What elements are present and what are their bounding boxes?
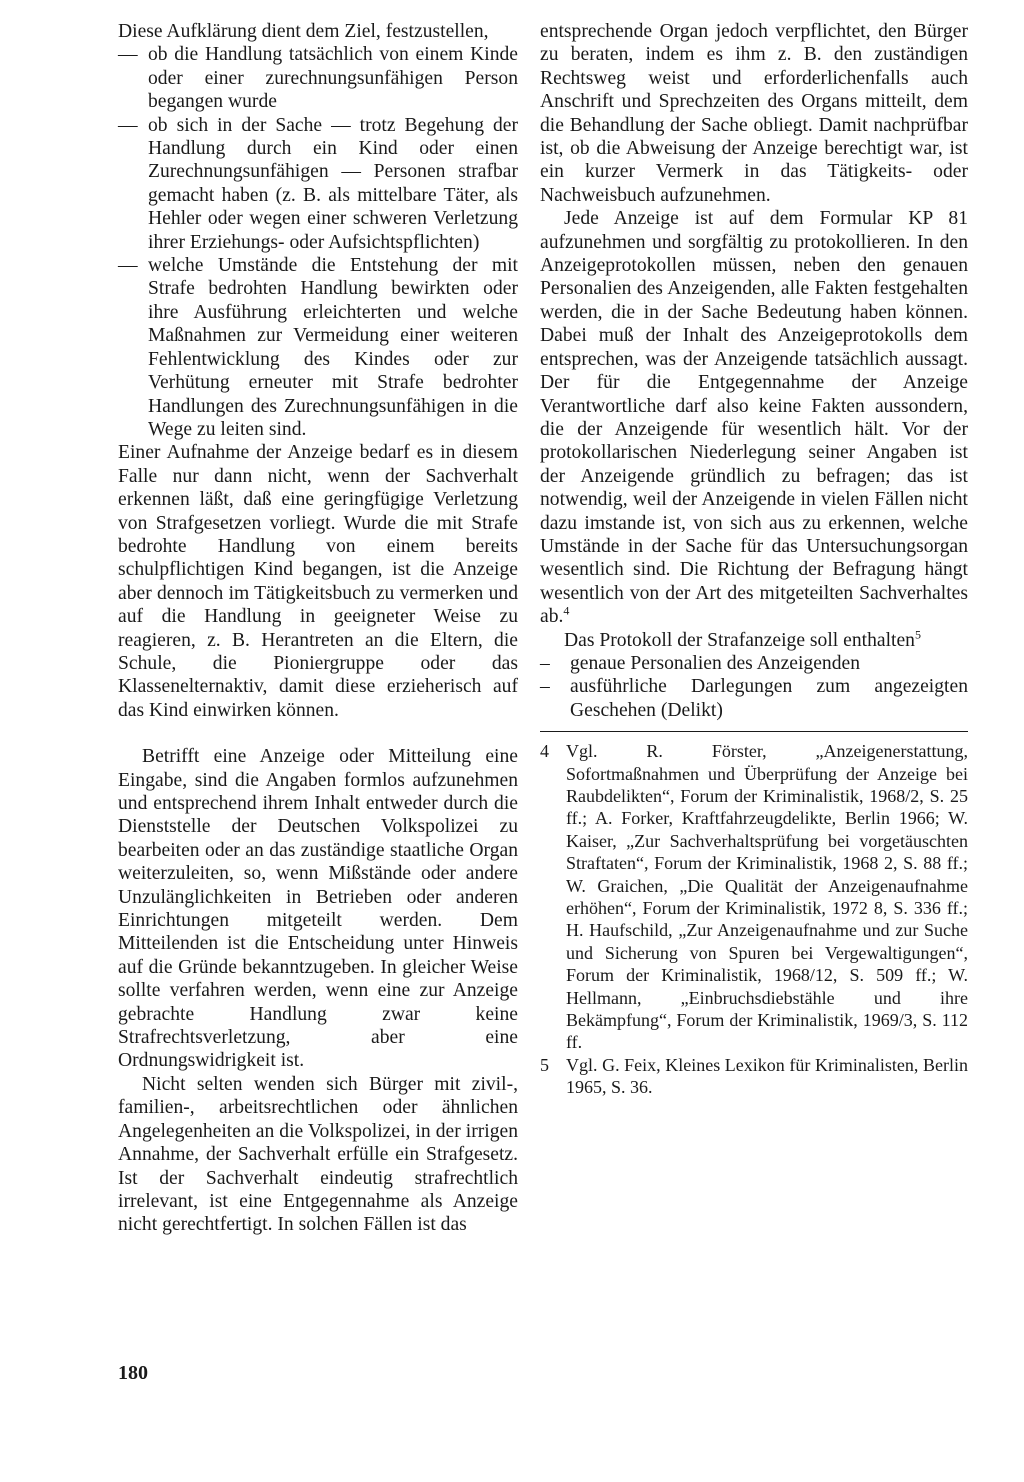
paragraph-formular: [540, 207, 968, 628]
paragraph-aufnahme: Einer Aufnahme der Anzeige bedarf es in diesem Falle nur dann nicht, wenn der Sachverhalt erkennen läßt, daß eine geringfügige Verletzung von Strafgesetzen vorliegt. Wurde die mit Strafe bedrohte Handlung von einem bereits schulpflichtigen Kind begangen, ist die Anzeige aber dennoch im Tätigkeitsbuch zu vermerken und auf die Handlung in geeigneter Weise zu reagieren, z. B. Herantreten an die Eltern, die Schule, die Pioniergruppe oder das Klassenelternaktiv, damit diese erzieherisch auf das Kind einwirken können.: [118, 442, 518, 721]
list-item: — ob sich in der Sache — trotz Begehung der Handlung durch ein Kind oder einen Zurechnungsunfähigen — Personen strafbar gemacht haben (z. B. als mittelbare Täter, als Hehler oder wegen einer schweren Verletzung ihrer Erziehungs- oder Aufsichtspflichten): [118, 114, 518, 254]
footnote-ref-5: 5: [914, 627, 921, 642]
footnote-text: Vgl. R. Förster, „Anzeigenerstattung, Sofortmaßnahmen und Überprüfung der Anzeige bei Raubdelikten“, Forum der Kriminalistik, 1968/2, S. 25 ff.; A. Forker, Kraftfahrzeugdelikte, Berlin 1966; W. Kaiser, „Zur Sachverhaltsprüfung bei vorgetäuschten Straftaten“, Forum der Kriminalistik, 1968 2, S. 88 ff.; W. Graichen, „Die Qualität der Anzeigenaufnahme erhöhen“, Forum der Kriminalistik, 1972 8, S. 336 ff.; H. Haufschild, „Zur Anzeigenaufnahme und zur Suche und Sicherung von Spuren bei Vergewaltigungen“, Forum der Kriminalistik, 1968/12, S. 509 ff.; W. Hellmann, „Einbruchsdiebstähle und ihre Bekämpfung“, Forum der Kriminalistik, 1969/3, S. 112 ff.: [566, 741, 968, 1053]
footnote-divider: [540, 731, 968, 732]
footnote: [540, 740, 968, 1054]
page-number: 180: [118, 1362, 148, 1384]
list-item: — welche Umstände die Entstehung der mit Strafe bedrohten Handlung bewirkten oder ihre Ausführung erleichterten und welche Maßnahmen zur Vermeidung einer weiteren Fehlentwicklung des Kindes oder zur Verhütung erneuter mit Strafe bedrohter Handlungen des Zurechnungsunfähigen in die Wege zu leiten sind.: [118, 254, 518, 441]
paragraph-formular-text: Jede Anzeige ist auf dem Formular KP 81 aufzunehmen und sorgfältig zu protokollieren. In den Anzeigeprotokollen müssen, neben den genauen Personalien des Anzeigenden, alle Fakten festgehalten werden, die in der Sache Bedeutung haben können. Dabei muß der Inhalt des Anzeigeprotokolls dem entsprechen, was der Anzeigende tatsächlich aussagt. Der für die Entgegennahme der Anzeige Verantwortliche darf also keine Fakten aussondern, die der Anzeigende für wesentlich hält. Vor der protokollarischen Niederlegung seiner Angaben ist der Anzeigende gründlich zu befragen; das ist notwendig, weil der Anzeigende in vielen Fällen nicht dazu imstande ist, von sich aus zu erkennen, welche Umstände in der Sache für das Untersuchungsorgan wesentlich sind. Die Richtung der Befragung hängt wesentlich von der Art des mitgeteilten Sachverhaltes ab.: [540, 208, 968, 628]
aims-list: [118, 43, 518, 441]
left-column: [118, 20, 518, 1237]
right-column: [540, 20, 968, 1099]
list-item: – genaue Personalien des Anzeigenden: [540, 652, 968, 675]
footnote-number: 4: [540, 741, 549, 762]
paragraph-zivilsachen: Nicht selten wenden sich Bürger mit zivil-, familien-, arbeitsrechtlichen oder ähnlichen Angelegenheiten an die Volkspolizei, in der irrigen Annahme, der Sachverhalt erfülle ein Strafgesetz. Ist der Sachverhalt eindeutig strafrechtlich irrelevant, ist eine Entgegennahme als Anzeige nicht gerechtfertigt. In solchen Fällen ist das: [118, 1073, 518, 1236]
list-item: – ausführliche Darlegungen zum angezeigten Geschehen (Delikt): [540, 675, 968, 722]
paragraph-continuation: entsprechende Organ jedoch verpflichtet, den Bürger zu beraten, indem es ihm z. B. den zuständigen Rechtsweg weist und erforderlichenfalls auch Anschrift und Sprechzeiten des Organs mitteilt, dem die Behandlung der Sache obliegt. Damit nachprüfbar ist, ob die Abweisung der Anzeige berechtigt war, ist ein kurzer Vermerk in das Tätigkeits- oder Nachweisbuch aufzunehmen.: [540, 21, 968, 206]
footnote-number: 5: [540, 1054, 549, 1075]
protocol-items-list: [540, 652, 968, 722]
footnote-ref-4: 4: [563, 603, 570, 618]
protocol-intro: [540, 629, 968, 652]
list-item: — ob die Handlung tatsächlich von einem Kinde oder einer zurechnungsunfähigen Person begangen wurde: [118, 43, 518, 113]
paragraph-eingabe: Betrifft eine Anzeige oder Mitteilung eine Eingabe, sind die Angaben formlos aufzunehmen und entsprechend ihrem Inhalt entweder durch die Dienststelle der Deutschen Volkspolizei zu bearbeiten oder an das zuständige staatliche Organ weiterzuleiten, so, wenn Mißstände oder andere Unzulänglichkeiten in Betrieben oder anderen Einrichtungen mitgeteilt werden. Dem Mitteilenden ist die Entscheidung unter Hinweis auf die Gründe bekanntzugeben. In gleicher Weise sollte verfahren werden, wenn eine zur Anzeige gebrachte Handlung zwar keine Strafrechtsverletzung, aber eine Ordnungswidrigkeit ist.: [118, 746, 518, 1072]
footnote-text: Vgl. G. Feix, Kleines Lexikon für Kriminalisten, Berlin 1965, S. 36.: [566, 1054, 968, 1098]
intro-sentence: Diese Aufklärung dient dem Ziel, festzustellen,: [118, 21, 489, 42]
footnote: [540, 1054, 968, 1099]
protocol-intro-text: Das Protokoll der Strafanzeige soll enthalten: [564, 629, 915, 651]
